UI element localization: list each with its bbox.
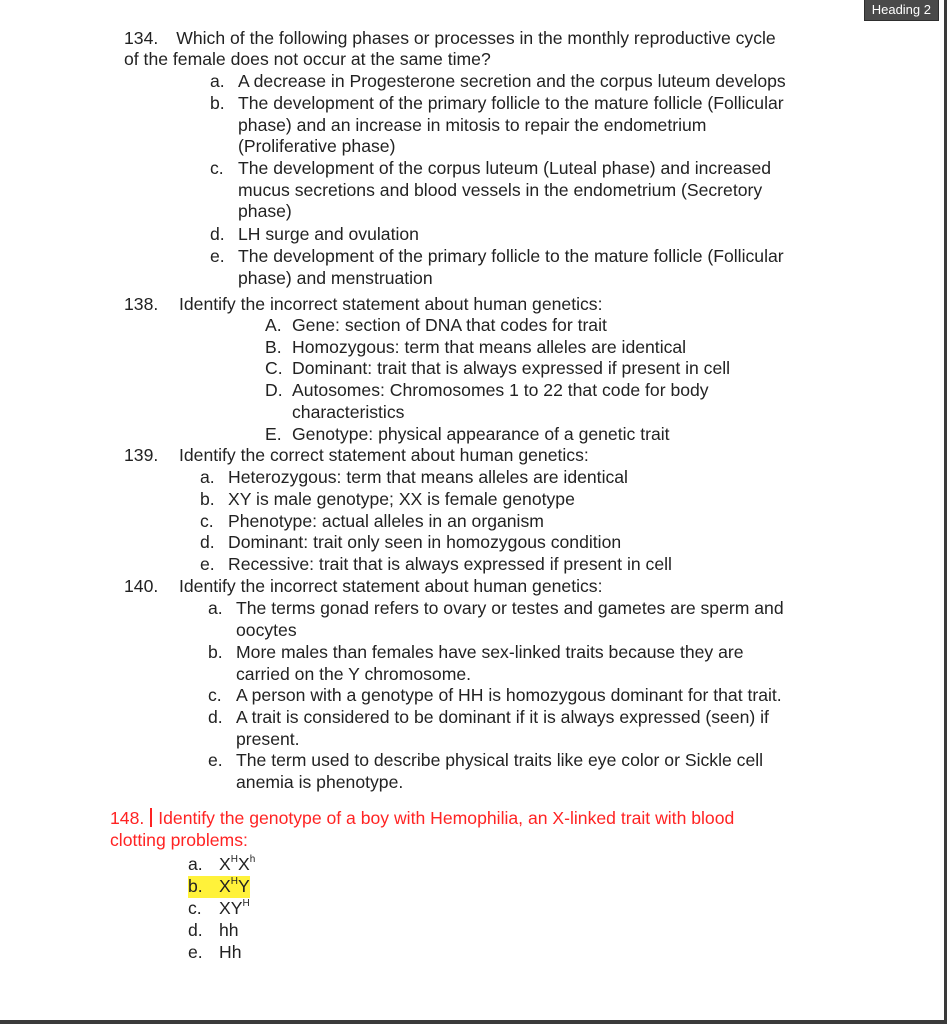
question-number: 148. [110,808,145,828]
paragraph-style-indicator[interactable]: Heading 2 [864,0,939,21]
question-139-option-d: d. Dominant: trait only seen in homozygous condition [200,532,622,552]
question-134-option-d: d. LH surge and ovulation [210,224,419,244]
question-134-option-e: e. The development of the primary follicle to the mature follicle (Follicular phase) and menstruation [210,246,784,288]
question-139-option-c: c. Phenotype: actual alleles in an organism [200,511,544,531]
question-140-option-e: e. The term used to describe physical traits like eye color or Sickle cell anemia is phenotype. [208,750,764,792]
answer-highlight: b. $X^HY$ [188,876,250,896]
window-edge-bottom [0,1020,947,1024]
question-140-stem [124,576,602,598]
question-140-option-d: d. A trait is considered to be dominant if it is always expressed (seen) if present. [208,707,769,749]
question-134-option-a: a. A decrease in Progesterone secretion and the corpus luteum develops [210,71,786,91]
question-148-option-b-selected[interactable] [188,876,250,898]
question-stem: Which of the following phases or processes in the monthly reproductive cycle [176,28,776,48]
question-stem: Identify the incorrect statement about human genetics: [179,294,603,314]
question-148-stem-line-1 [110,808,734,830]
question-139-option-a: a. Heterozygous: term that means alleles are identical [200,467,628,487]
question-138-option-e: E. Genotype: physical appearance of a genetic trait [265,424,670,444]
question-stem: Identify the genotype of a boy with Hemophilia, an X-linked trait with blood [158,808,735,828]
question-138-stem [124,294,602,316]
question-stem: Identify the correct statement about human genetics: [179,445,589,465]
question-number: 134. [124,28,159,48]
question-148-stem-line-2: clotting problems: [110,830,248,850]
question-number: 138. [124,294,159,314]
question-number: 140. [124,576,159,596]
question-140-option-b: b. More males than females have sex-linked traits because they are carried on the Y chromosome. [208,642,744,684]
question-140-option-a: a. The terms gonad refers to ovary or testes and gametes are sperm and oocytes [208,598,784,640]
question-138-option-c: C. Dominant: trait that is always expressed if present in cell [265,358,731,378]
question-148-option-d: d. hh [188,920,239,940]
question-134-stem-line-2: of the female does not occur at the same time? [124,49,491,69]
question-139-stem [124,445,589,467]
question-138-option-a: A. Gene: section of DNA that codes for trait [265,315,607,335]
question-134-option-b: b. The development of the primary follicle to the mature follicle (Follicular phase) and an increase in mitosis to repair the endometrium (Proliferative phase) [210,93,784,157]
text-cursor [150,808,152,827]
question-134-option-c: c. The development of the corpus luteum (Luteal phase) and increased mucus secretions and blood vessels in the endometrium (Secretory phase) [210,158,772,222]
question-138-option-d: D. Autosomes: Chromosomes 1 to 22 that code for body characteristics [265,380,709,422]
question-138-option-b: B. Homozygous: term that means alleles are identical [265,337,687,357]
question-139-option-b: b. XY is male genotype; XX is female genotype [200,489,575,509]
question-134-stem-line-1 [124,28,776,50]
question-stem: Identify the incorrect statement about human genetics: [179,576,603,596]
question-140-option-c: c. A person with a genotype of HH is homozygous dominant for that trait. [208,685,782,705]
question-148-option-e: e. Hh [188,942,242,962]
question-148-option-a: a. $X^HX^h$ [188,854,256,874]
question-number: 139. [124,445,159,465]
question-148-option-c: c. $XY^H$ [188,898,250,918]
question-139-option-e: e. Recessive: trait that is always expressed if present in cell [200,554,672,574]
